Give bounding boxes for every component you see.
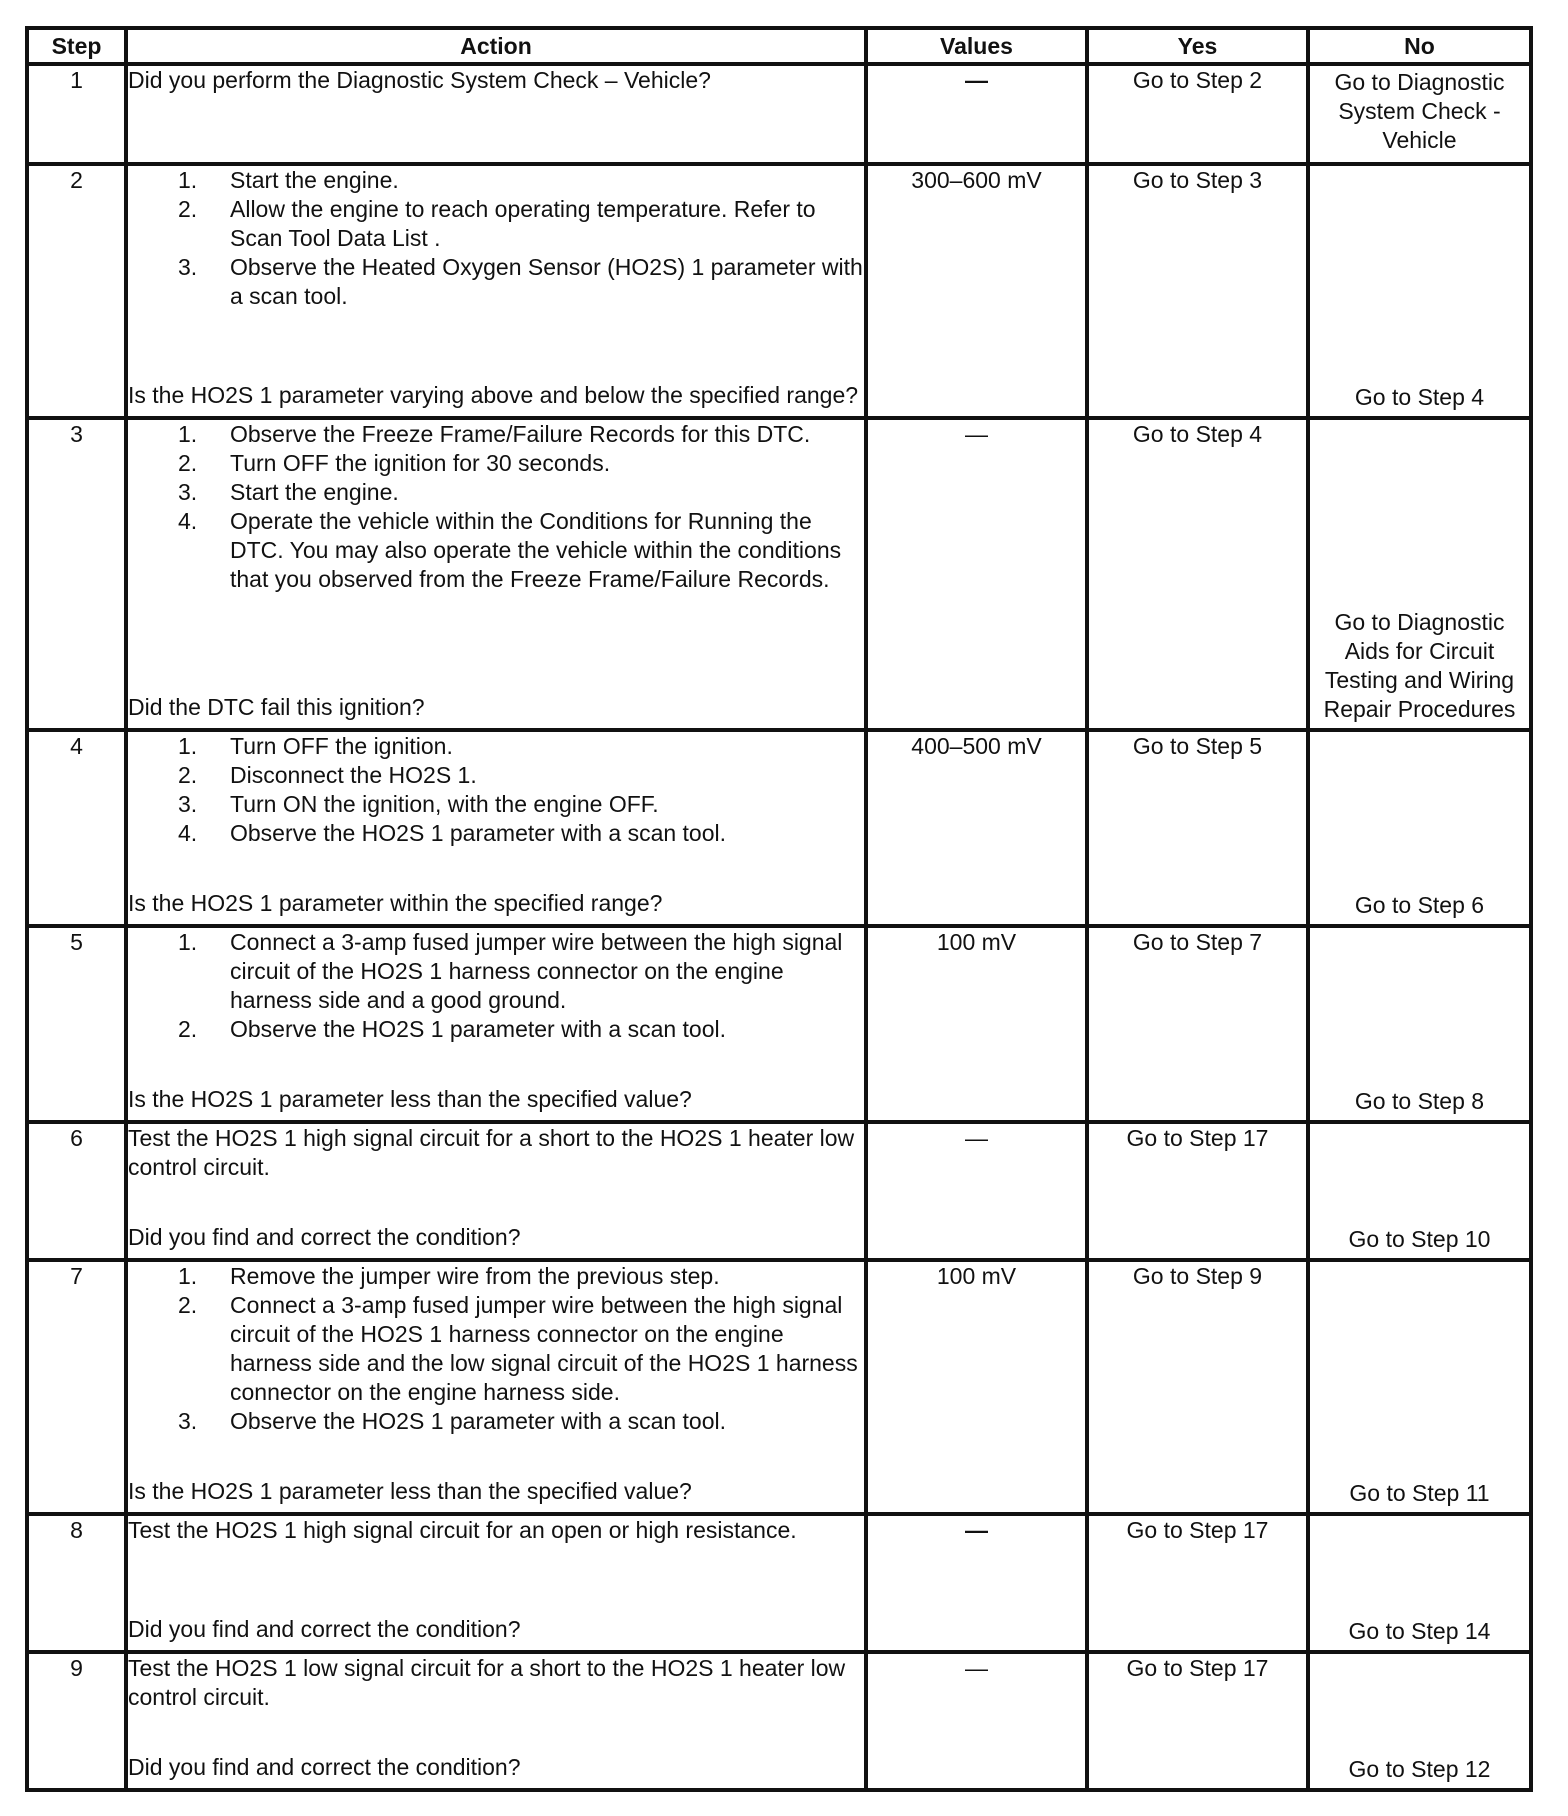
action-question: Is the HO2S 1 parameter less than the specified value? [128, 1478, 692, 1504]
action-question: Is the HO2S 1 parameter within the specified range? [128, 890, 663, 916]
table-row [27, 64, 1531, 164]
action-question: Did you find and correct the condition? [128, 1224, 521, 1250]
action-cell [126, 164, 866, 418]
list-item: 3. Observe the HO2S 1 parameter with a scan tool. [178, 1408, 727, 1434]
value-cell: — [866, 1122, 1087, 1260]
action-question: Is the HO2S 1 parameter varying above and below the specified range? [128, 382, 859, 408]
table-row [27, 1260, 1531, 1514]
action-steps [128, 928, 864, 1044]
table-row [27, 926, 1531, 1122]
header-step: Step [27, 28, 126, 64]
action-steps [128, 420, 864, 594]
yes-cell: Go to Step 17 [1087, 1652, 1308, 1790]
action-cell [126, 926, 866, 1122]
action-cell [126, 1122, 866, 1260]
step-number: 7 [27, 1260, 126, 1514]
yes-cell: Go to Step 5 [1087, 730, 1308, 926]
value-cell: 300–600 mV [866, 164, 1087, 418]
list-item: 1. Turn OFF the ignition. [178, 733, 453, 759]
step-number: 4 [27, 730, 126, 926]
no-cell: Go to Diagnostic Aids for Circuit Testing and Wiring Repair Procedures [1308, 418, 1531, 730]
action-cell [126, 1652, 866, 1790]
no-cell: Go to Step 6 [1308, 730, 1531, 926]
header-row [27, 28, 1531, 64]
list-item: 3. Observe the Heated Oxygen Sensor (HO2S) 1 parameter with a scan tool. [178, 254, 863, 309]
no-cell: Go to Step 11 [1308, 1260, 1531, 1514]
no-cell: Go to Step 14 [1308, 1514, 1531, 1652]
list-item: 4. Operate the vehicle within the Conditions for Running the DTC. You may also operate the vehicle within the conditions that you observed from the Freeze Frame/Failure Records. [178, 508, 842, 592]
action-intro: Did you perform the Diagnostic System Check – Vehicle? [128, 67, 711, 93]
list-item: 4. Observe the HO2S 1 parameter with a scan tool. [178, 820, 727, 846]
list-item: 1. Connect a 3-amp fused jumper wire between the high signal circuit of the HO2S 1 harness connector on the engine harness side and a good ground. [178, 929, 843, 1013]
yes-cell: Go to Step 7 [1087, 926, 1308, 1122]
yes-cell: Go to Step 4 [1087, 418, 1308, 730]
no-cell: Go to Step 12 [1308, 1652, 1531, 1790]
list-item: 1. Observe the Freeze Frame/Failure Records for this DTC. [178, 421, 811, 447]
no-cell: Go to Step 10 [1308, 1122, 1531, 1260]
value-cell: — [866, 1652, 1087, 1790]
header-action: Action [126, 28, 866, 64]
action-intro: Test the HO2S 1 high signal circuit for an open or high resistance. [128, 1517, 797, 1543]
list-item: 2. Observe the HO2S 1 parameter with a scan tool. [178, 1016, 727, 1042]
diagnostic-table [25, 26, 1533, 1792]
yes-cell: Go to Step 17 [1087, 1514, 1308, 1652]
list-item: 2. Turn OFF the ignition for 30 seconds. [178, 450, 611, 476]
action-question: Did you find and correct the condition? [128, 1754, 521, 1780]
list-item: 2. Disconnect the HO2S 1. [178, 762, 477, 788]
action-cell [126, 64, 866, 164]
action-question: Is the HO2S 1 parameter less than the specified value? [128, 1086, 692, 1112]
value-cell: — [866, 418, 1087, 730]
header-values: Values [866, 28, 1087, 64]
table-row [27, 164, 1531, 418]
action-steps [128, 1262, 864, 1436]
action-intro: Test the HO2S 1 high signal circuit for a short to the HO2S 1 heater low control circuit. [128, 1125, 855, 1180]
step-number: 9 [27, 1652, 126, 1790]
action-cell [126, 1514, 866, 1652]
action-cell [126, 730, 866, 926]
list-item: 2. Allow the engine to reach operating temperature. Refer to Scan Tool Data List . [178, 196, 816, 251]
action-question: Did you find and correct the condition? [128, 1616, 521, 1642]
no-cell: Go to Diagnostic System Check - Vehicle [1308, 64, 1531, 164]
yes-cell: Go to Step 17 [1087, 1122, 1308, 1260]
value-cell: — [866, 1514, 1087, 1652]
table-row [27, 1122, 1531, 1260]
value-cell: 100 mV [866, 926, 1087, 1122]
value-cell: 400–500 mV [866, 730, 1087, 926]
step-number: 8 [27, 1514, 126, 1652]
step-number: 5 [27, 926, 126, 1122]
action-intro: Test the HO2S 1 low signal circuit for a short to the HO2S 1 heater low control circuit. [128, 1655, 846, 1710]
table-row [27, 1514, 1531, 1652]
list-item: 1. Start the engine. [178, 167, 399, 193]
list-item: 2. Connect a 3-amp fused jumper wire between the high signal circuit of the HO2S 1 harness connector on the engine harness side and the low signal circuit of the HO2S 1 harness connector on the engine harness side. [178, 1292, 858, 1405]
action-question: Did the DTC fail this ignition? [128, 694, 425, 720]
header-no: No [1308, 28, 1531, 64]
value-cell: — [866, 64, 1087, 164]
action-steps [128, 166, 864, 311]
table-row [27, 730, 1531, 926]
yes-cell: Go to Step 2 [1087, 64, 1308, 164]
table-row [27, 418, 1531, 730]
yes-cell: Go to Step 3 [1087, 164, 1308, 418]
step-number: 6 [27, 1122, 126, 1260]
table-row [27, 1652, 1531, 1790]
header-yes: Yes [1087, 28, 1308, 64]
step-number: 2 [27, 164, 126, 418]
no-cell: Go to Step 8 [1308, 926, 1531, 1122]
step-number: 3 [27, 418, 126, 730]
yes-cell: Go to Step 9 [1087, 1260, 1308, 1514]
no-cell: Go to Step 4 [1308, 164, 1531, 418]
action-steps [128, 732, 864, 848]
action-cell [126, 1260, 866, 1514]
action-cell [126, 418, 866, 730]
list-item: 3. Start the engine. [178, 479, 399, 505]
list-item: 1. Remove the jumper wire from the previous step. [178, 1263, 720, 1289]
list-item: 3. Turn ON the ignition, with the engine OFF. [178, 791, 659, 817]
step-number: 1 [27, 64, 126, 164]
value-cell: 100 mV [866, 1260, 1087, 1514]
